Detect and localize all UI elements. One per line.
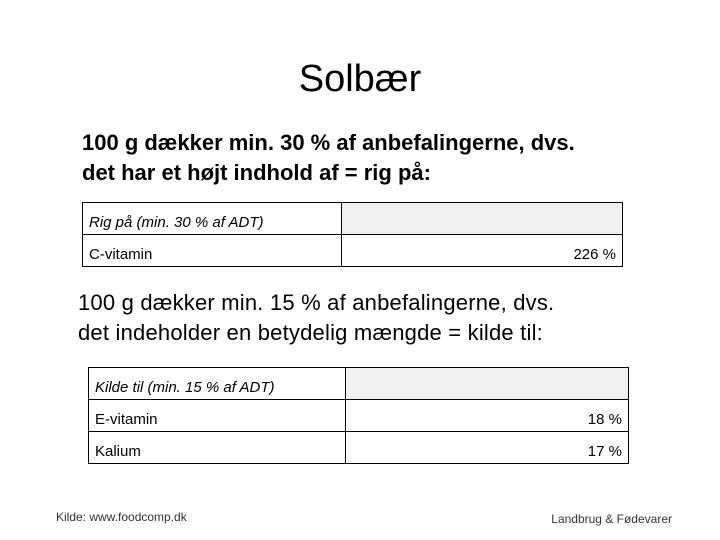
- section2-heading-line1: 100 g dækker min. 15 % af anbefalingerne, dvs.: [78, 290, 555, 315]
- section2-heading: [78, 288, 698, 348]
- nutrient-value: 17 %: [346, 432, 629, 464]
- source-footer: Kilde: www.foodcomp.dk: [56, 510, 187, 524]
- nutrient-name: Kalium: [89, 432, 346, 464]
- table-header-row: [83, 203, 623, 235]
- nutrient-name: C-vitamin: [83, 235, 342, 267]
- table-header-row: [89, 368, 629, 400]
- nutrient-name: E-vitamin: [89, 400, 346, 432]
- nutrient-value: 18 %: [346, 400, 629, 432]
- table-header-value-cell: [342, 203, 623, 235]
- table-header-value-cell: [346, 368, 629, 400]
- table-row: [89, 400, 629, 432]
- table-header-label: Kilde til (min. 15 % af ADT): [89, 368, 346, 400]
- section1-heading: [82, 128, 682, 188]
- organization-footer: Landbrug & Fødevarer: [551, 512, 672, 526]
- table-row: [83, 235, 623, 267]
- section1-heading-line2: det har et højt indhold af = rig på:: [82, 160, 431, 185]
- section1-heading-line1: 100 g dækker min. 30 % af anbefalingerne, dvs.: [82, 130, 575, 155]
- slide-title: Solbær: [298, 58, 422, 100]
- rig-paa-table: [82, 202, 623, 267]
- table-row: [89, 432, 629, 464]
- section2-heading-line2: det indeholder en betydelig mængde = kilde til:: [78, 320, 543, 345]
- nutrient-value: 226 %: [342, 235, 623, 267]
- kilde-til-table: [88, 367, 629, 464]
- table-header-label: Rig på (min. 30 % af ADT): [83, 203, 342, 235]
